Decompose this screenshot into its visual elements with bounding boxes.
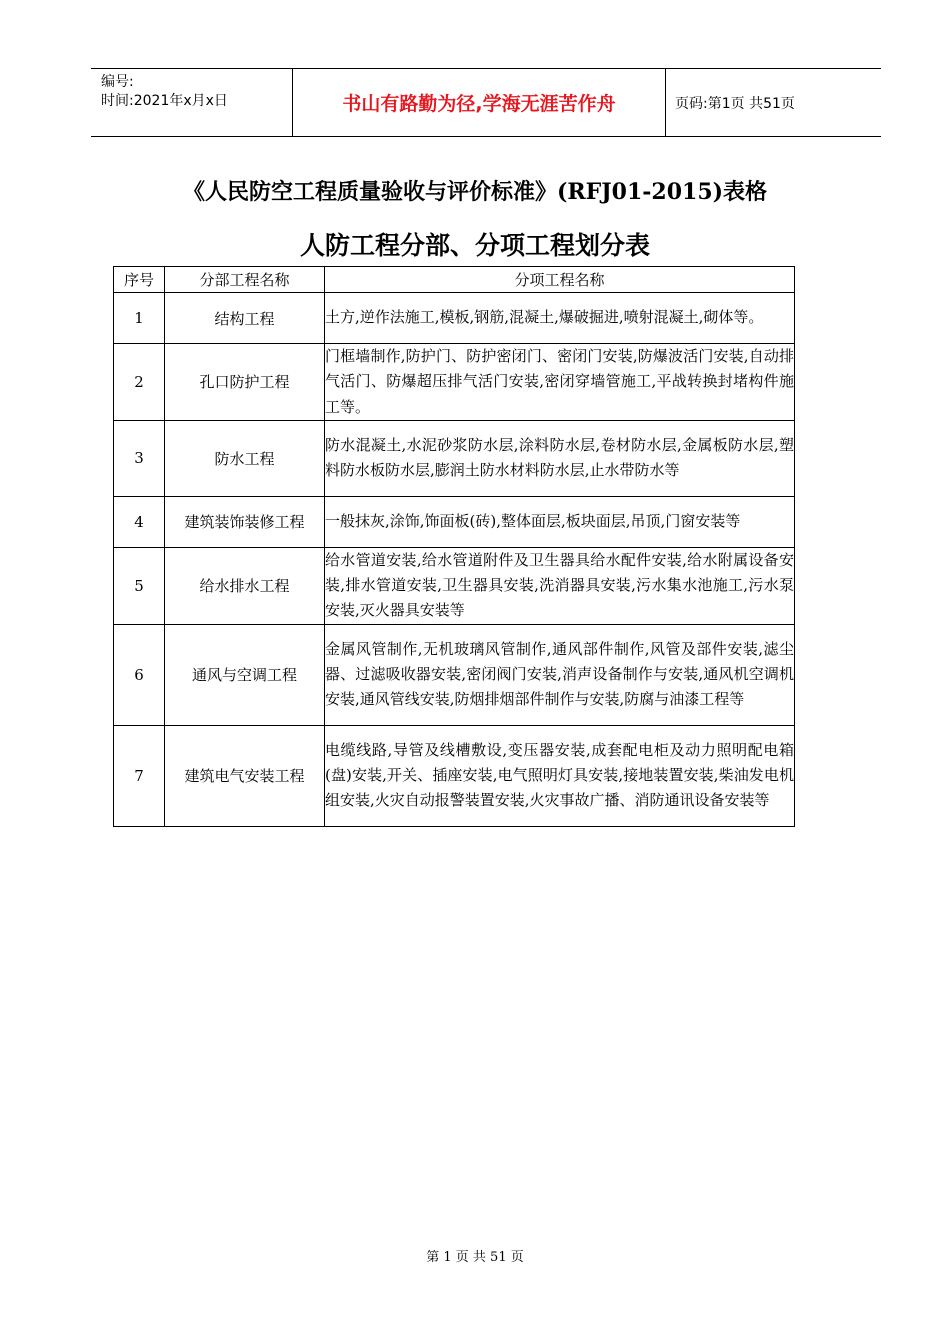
document-subtitle: 人防工程分部、分项工程划分表 — [299, 231, 650, 260]
table-row — [114, 547, 795, 624]
division-name: 结构工程 — [165, 293, 325, 344]
table-row — [114, 344, 795, 421]
subitem-list: 金属风管制作,无机玻璃风管制作,通风部件制作,风管及部件安装,滤尘器、过滤吸收器安装,密闭阀门安装,消声设备制作与安装,通风机空调机安装,通风管线安装,防烟排烟部件制作与安装,防腐与油漆工程等 — [325, 624, 795, 725]
document-title: 《人民防空工程质量验收与评价标准》(RFJ01-2015)表格 — [182, 179, 768, 205]
subitem-list: 电缆线路,导管及线槽敷设,变压器安装,成套配电柜及动力照明配电箱(盘)安装,开关、插座安装,电气照明灯具安装,接地装置安装,柴油发电机组安装,火灾自动报警装置安装,火灾事故广播、消防通讯设备安装等 — [325, 725, 795, 826]
subitem-list: 一般抹灰,涂饰,饰面板(砖),整体面层,板块面层,吊顶,门窗安装等 — [325, 496, 795, 547]
table-row — [114, 725, 795, 826]
subitem-list: 土方,逆作法施工,模板,钢筋,混凝土,爆破掘进,喷射混凝土,砌体等。 — [325, 293, 795, 344]
table-row — [114, 293, 795, 344]
row-number: 4 — [114, 496, 165, 547]
row-number: 6 — [114, 624, 165, 725]
division-name: 孔口防护工程 — [165, 344, 325, 421]
table-row — [114, 420, 795, 496]
division-name: 通风与空调工程 — [165, 624, 325, 725]
column-header-division: 分部工程名称 — [165, 267, 325, 293]
row-number: 2 — [114, 344, 165, 421]
subitem-list: 给水管道安装,给水管道附件及卫生器具给水配件安装,给水附属设备安装,排水管道安装,卫生器具安装,洗消器具安装,污水集水池施工,污水泵安装,灭火器具安装等 — [325, 547, 795, 624]
column-header-no: 序号 — [114, 267, 165, 293]
table-header-row — [114, 267, 795, 293]
table-row — [114, 496, 795, 547]
table-row — [114, 624, 795, 725]
row-number: 3 — [114, 420, 165, 496]
page-footer: 第 1 页 共 51 页 — [426, 1250, 524, 1265]
subitem-list: 防水混凝土,水泥砂浆防水层,涂料防水层,卷材防水层,金属板防水层,塑料防水板防水层,膨润土防水材料防水层,止水带防水等 — [325, 420, 795, 496]
header-motto: 书山有路勤为径,学海无涯苦作舟 — [342, 93, 616, 115]
row-number: 7 — [114, 725, 165, 826]
column-header-subitems: 分项工程名称 — [325, 267, 795, 293]
header-divider — [665, 69, 666, 136]
division-table — [113, 266, 795, 827]
header-meta — [101, 73, 228, 111]
page-header — [91, 68, 881, 137]
row-number: 5 — [114, 547, 165, 624]
time-label: 时间:2021年x月x日 — [101, 93, 228, 109]
division-name: 防水工程 — [165, 420, 325, 496]
row-number: 1 — [114, 293, 165, 344]
division-name: 建筑装饰装修工程 — [165, 496, 325, 547]
subitem-list: 门框墙制作,防护门、防护密闭门、密闭门安装,防爆波活门安装,自动排气活门、防爆超压排气活门安装,密闭穿墙管施工,平战转换封堵构件施工等。 — [325, 344, 795, 421]
number-label: 编号: — [101, 74, 134, 90]
division-name: 给水排水工程 — [165, 547, 325, 624]
header-page-number: 页码:第1页 共51页 — [675, 95, 795, 112]
division-name: 建筑电气安装工程 — [165, 725, 325, 826]
